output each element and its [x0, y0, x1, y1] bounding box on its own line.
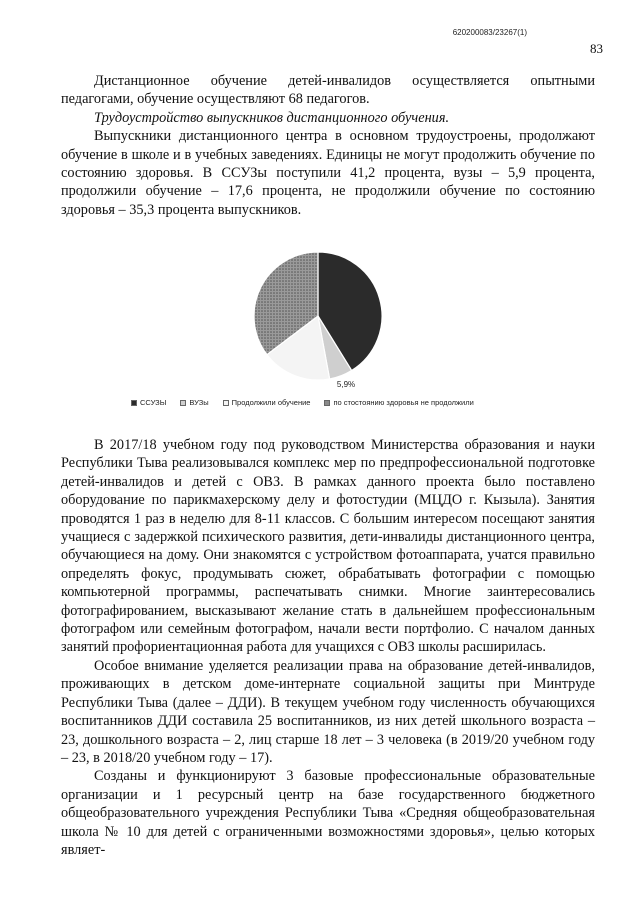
legend-label: Продолжили обучение: [231, 398, 311, 407]
legend-item: [131, 398, 166, 407]
chart-legend: [131, 398, 474, 407]
legend-label: ССУЗЫ: [140, 398, 167, 407]
legend-item: [180, 398, 208, 407]
legend-swatch: [223, 400, 229, 406]
paragraph-photo-studio: В 2017/18 учебном году под руководством Министерства образования и науки Республики Тыва реализовывался комплекс мер по предпрофессиональной подготовке детей-инвалидов и детей с ОВЗ. В рамках данного проекта было поставлено оборудование по парикмахерскому делу и фотостудии (МЦДО г. Кызыла). Занятия проводятся 1 раз в неделю для 8-11 классов. С большим интересом посещают занятия учащиеся с задержкой психического развития, дети-инвалиды дистанционного центра, обучающиеся на дому. Они знакомятся с устройством фотоаппарата, учатся правильно определять фокус, продумывать сюжет, обрабатывать фотографии с помощью компьютерной программы, распечатывать снимки. Многие заинтересовались фотографированием, высказывают желание стать в дальнейшем профессиональным фотографом или семейным фотографом, начали вести портфолио. С началом данных занятий профориентационная работа для учащихся с ОВЗ школы расширилась.: [61, 437, 595, 656]
paragraph-teachers: Дистанционное обучение детей-инвалидов осуществляется опытными педагогами, обучение осуществляют 68 педагогов.: [61, 73, 595, 108]
section-distance-learning: [61, 72, 595, 219]
legend-item: [223, 398, 311, 407]
pie-chart: [0, 238, 640, 418]
paragraph-graduates: Выпускники дистанционного центра в основном трудоустроены, продолжают обучение в школе и в учебных заведениях. Единицы не могут продолжить обучение по состоянию здоровья. В ССУЗы поступили 41,2 процента, вузы – 5,9 процента, продолжили обучение – 17,6 процента, не продолжили обучение по состоянию здоровья – 35,3 процента выпускников.: [61, 128, 595, 218]
legend-swatch: [324, 400, 330, 406]
legend-swatch: [180, 400, 186, 406]
legend-swatch: [131, 400, 137, 406]
pie-chart-svg: [0, 238, 640, 398]
pie-data-label: 5,9%: [336, 379, 356, 389]
section-heading: Трудоустройство выпускников дистанционного обучения.: [94, 109, 450, 126]
legend-label: по стостоянию здоровья не продолжили: [333, 398, 474, 407]
page-number: 83: [590, 41, 603, 56]
legend-label: ВУЗы: [189, 398, 209, 407]
section-pre-vocational: [61, 436, 595, 859]
legend-item: [324, 398, 473, 407]
paragraph-orphanage: Особое внимание уделяется реализации права на образование детей-инвалидов, проживающих в детском доме-интернате социальной защиты при Минтруде Республики Тыва (далее – ДДИ). В текущем учебном году численность обучающихся воспитанников ДДИ составила 25 воспитанников, из них детей школьного возраста – 23, дошкольного возраста – 2, лиц старше 18 лет – 3 человека (в 2019/20 учебном году – 23, в 2018/20 учебном году – 17).: [61, 657, 595, 766]
paragraph-base-organizations: Созданы и функционируют 3 базовые профессиональные образовательные организации и 1 ресурсный центр на базе государственного бюджетного общеобразовательного учреждения Республики Тыва «Средняя общеобразовательная школа № 10 для детей с ограниченными возможностями здоровья», целью которых являет-: [61, 768, 595, 858]
document-id: 620200083/23267(1): [452, 28, 527, 37]
